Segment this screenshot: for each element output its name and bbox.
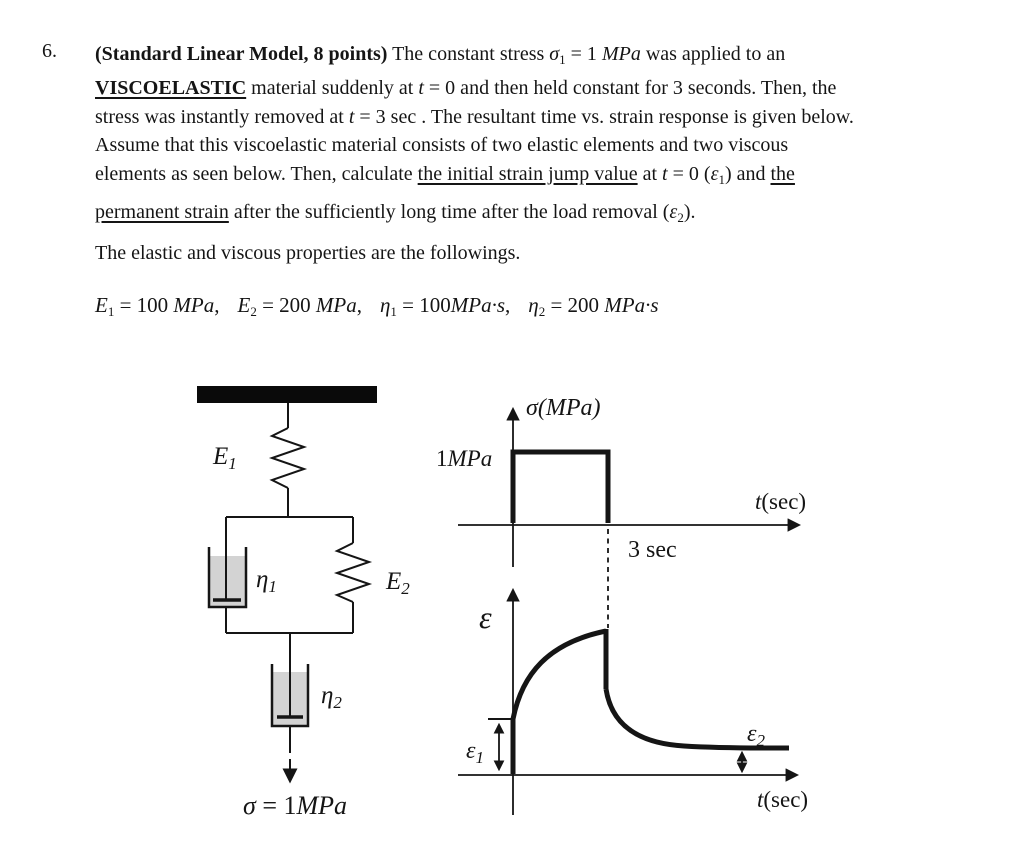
math-unit: MPa — [601, 43, 641, 65]
math-t: t — [662, 162, 668, 185]
eps1-label: $\varepsilon_1$ — [466, 738, 484, 767]
math-eta1-sub: 1 — [390, 304, 397, 319]
text-segment: ). — [683, 201, 696, 224]
text-segment: = 0 and then held constant for 3 seconds. Then, the — [423, 77, 837, 100]
math-t: t — [348, 105, 355, 128]
spring-E2 — [337, 543, 369, 602]
text-segment: The constant stress — [387, 43, 550, 65]
label-E2: $E_2$ — [386, 568, 410, 598]
strain-time-plot — [458, 592, 808, 815]
text-segment: elements as seen below. Then, calculate — [95, 162, 418, 185]
math-unit: MPa·s — [450, 293, 506, 317]
keyword-viscoelastic: VISCOELASTIC — [95, 77, 247, 100]
math-E2: E — [237, 293, 251, 317]
text-segment: ) and — [724, 162, 771, 185]
math-epsilon-sub: 1 — [718, 171, 725, 187]
separator: , — [505, 293, 511, 317]
mechanical-model-diagram — [197, 386, 410, 820]
text-segment: material suddenly at — [246, 77, 419, 100]
text-segment: = 100 — [396, 293, 451, 317]
text-segment: = 200 — [545, 293, 605, 317]
text-segment: Assume that this viscoelastic material consists of two elastic elements and two viscous — [95, 134, 789, 157]
label-eta1: $\eta_1$ — [256, 566, 277, 596]
math-unit: MPa — [315, 293, 357, 317]
text-segment: was applied to an — [640, 43, 786, 65]
fixed-support-bar — [197, 386, 377, 403]
math-E1: E — [95, 293, 108, 317]
math-unit: MPa·s — [604, 293, 659, 317]
text-segment: = 1 — [565, 43, 602, 65]
separator: , — [214, 293, 220, 317]
strain-x-axis-label: t(sec) — [757, 787, 809, 812]
label-applied-stress: σ = 1MPa — [243, 791, 348, 820]
text-segment: = 100 — [114, 293, 174, 317]
stress-y-axis-label: σ(MPa) — [526, 395, 601, 421]
text-segment: = 0 ( — [667, 162, 711, 185]
math-eta2: η — [528, 293, 539, 317]
phrase-initial-strain-jump: the initial strain jump value — [417, 162, 638, 185]
math-eta1: η — [380, 293, 391, 317]
label-eta2: $\eta_2$ — [321, 682, 342, 712]
strain-creep-curve — [513, 631, 606, 719]
math-epsilon: ε — [710, 162, 719, 185]
text-segment: stress was instantly removed at — [95, 105, 349, 128]
dashpot-eta2 — [272, 633, 308, 726]
math-E1-sub: 1 — [107, 304, 115, 319]
math-epsilon-sub: 2 — [677, 210, 684, 226]
problem-number: 6. — [42, 40, 57, 62]
label-E1: $E_1$ — [213, 443, 237, 473]
bold-heading: (Standard Linear Model, 8 points) — [95, 43, 388, 65]
math-eta2-sub: 2 — [538, 304, 546, 319]
math-E2-sub: 2 — [250, 304, 257, 319]
stress-level-label: 1MPa — [436, 446, 493, 471]
math-epsilon: ε — [669, 201, 678, 224]
spring-E1 — [272, 428, 304, 488]
strain-y-axis-label: ε — [479, 599, 492, 635]
phrase-permanent-strain: permanent strain — [95, 201, 229, 224]
stress-time-plot — [436, 395, 806, 628]
separator: , — [356, 293, 362, 317]
eps2-label: $\varepsilon_2$ — [747, 721, 765, 750]
math-sigma-sub: 1 — [559, 52, 566, 67]
text-segment: at — [637, 162, 663, 185]
stress-x-axis-label: t(sec) — [755, 489, 807, 514]
math-t: t — [418, 77, 424, 100]
stress-pulse-curve — [513, 452, 608, 523]
math-unit: MPa — [173, 293, 215, 317]
properties-intro: The elastic and viscous properties are the followings. — [95, 242, 521, 264]
text-segment: = 200 — [256, 293, 316, 317]
step-time-label: 3 sec — [628, 537, 677, 563]
text-segment: = 3 sec . The resultant time vs. strain response is given below. — [354, 105, 854, 128]
math-sigma: σ — [549, 43, 560, 65]
phrase-the-underlined: the — [770, 162, 795, 185]
text-segment: after the sufficiently long time after the load removal ( — [228, 201, 670, 224]
dashpot-eta1 — [209, 517, 246, 633]
